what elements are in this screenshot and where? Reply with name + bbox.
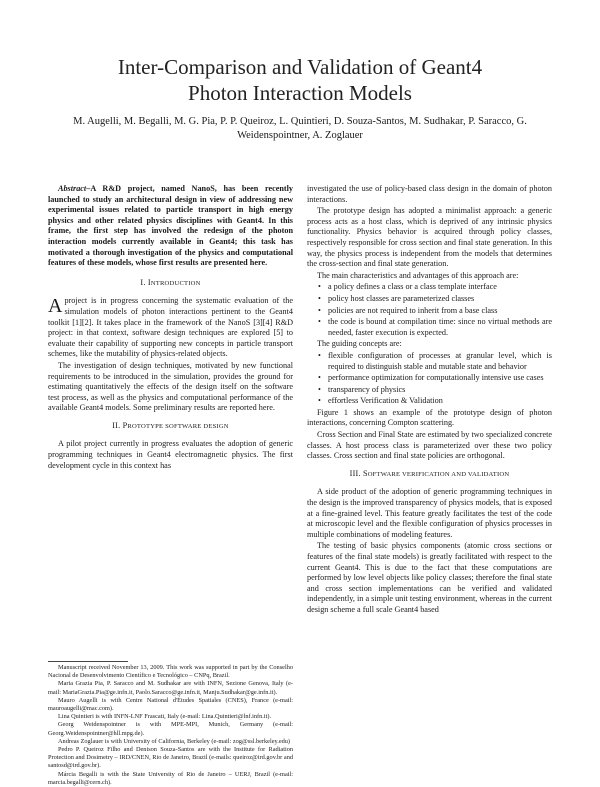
footnote: Maria Grazia Pia, P. Saracco and M. Sudhakar are with INFN, Sezione Genova, Italy (e-mail: MariaGrazia.Pia@ge.infn.it, Paolo.Saracco@ge.infn.it, Manju.Sudhakar@ge.infn.it). [48, 680, 293, 696]
footnote-rule [48, 661, 128, 662]
guiding-concepts-list [315, 351, 552, 407]
list-item: • the code is bound at compilation time: since no virtual methods are needed, faster execution is expected. [315, 317, 552, 338]
footnote: Andreas Zoglauer is with University of California, Berkeley (e-mail: zog@ssl.berkeley.edu) [58, 737, 291, 745]
characteristics-list [315, 282, 552, 338]
prototype-paragraph-4: The guiding concepts are: [317, 339, 402, 349]
prototype-paragraph-2: The prototype design has adopted a minimalist approach: a generic process acts as a host class, which is deprived of any intrinsic physics functionality. Physics behavior is acquired through policy classes, respectively responsible for cross section and final state generation. In this way, the physics process is independent from the models that determines the cross-section and final state generation. [307, 206, 552, 269]
section-title-rest: ROTOTYPE SOFTWARE DESIGN [127, 422, 229, 430]
intro-paragraph-1-text: project is in progress concerning the systematic evaluation of the simulation models of photon interactions pertinent to the Geant4 toolkit [1][2]. It takes place in the framework of the NanoS [3][4] R&D project: in that context, software design techniques are explored [5] to evaluate their capability of supporting new concepts in particle transport schemes, like the mutability of physics-related objects. [48, 296, 293, 359]
prototype-paragraph-1: A pilot project currently in progress evaluates the adoption of generic programming techniques in Geant4 electromagnetic physics. The first development cycle in this context has [48, 439, 293, 470]
footnote: Pedro P. Queiroz Filho and Denison Souza-Santos are with the Institute for Radiation Protection and Dosimetry – IRD/CNEN, Rio de Janeiro, Brazil (e-mails: queiroz@ird.gov.br and santosd@ird.gov.br). [48, 746, 293, 770]
section-title-rest: OFTWARE VERIFICATION AND VALIDATION [367, 470, 510, 478]
intro-paragraph-2: The investigation of design techniques, motivated by new functional requirements to be introduced in the simulation, provides the ground for estimating quantitatively the effects of the design itself on the software test process, as well as the physics and computational performance of the available Geant4 models. Some preliminary results are reported here. [48, 360, 293, 413]
list-item: • policies are not required to inherit from a base class [315, 306, 552, 317]
prototype-paragraph-1-continued: investigated the use of policy-based class design in the domain of photon interactions. [307, 184, 552, 204]
right-column [307, 184, 552, 617]
author-list: M. Augelli, M. Begalli, M. G. Pia, P. P. Queiroz, L. Quintieri, D. Souza-Santos, M. Sudhakar, P. Saracco, G. Weidenspointner, A. Zoglauer [73, 116, 527, 141]
section-initial: P [122, 420, 128, 430]
list-item: • flexible configuration of processes at granular level, which is required to distinguish stable and mutable state and behavior [315, 351, 552, 372]
drop-cap: A [48, 295, 63, 318]
paper-title [40, 54, 560, 106]
section-heading-prototype [48, 421, 293, 433]
footnote: Manuscript received November 13, 2009. This work was supported in part by the Conselho Nacional de Desenvolvimento Científico e Tecnológico – CNPq, Brazil. [48, 664, 293, 680]
footnotes [48, 664, 293, 787]
list-item: • a policy defines a class or a class template interface [315, 282, 552, 293]
footnote: Márcia Begalli is with the State University of Rio de Janeiro – UERJ, Brazil (e-mail: marcia.begalli@cern.ch). [48, 770, 293, 786]
abstract-text: –A R&D project, named NanoS, has been recently launched to study an architectural design in view of addressing new experimental issues related to particle transport in high energy physics and other related physics disciplines with Geant4. In this frame, the first step has involved the redesign of the photon interaction models currently available in Geant4; this task has motivated a thorough investigation of the physics and computational features of these models, whose first results are presented here. [48, 184, 293, 268]
footnote: Lina Quintieri is with INFN-LNF Frascati, Italy (e-mail: Lina.Quintieri@lnf.infn.it). [58, 713, 272, 721]
verification-paragraph-2: The testing of basic physics components (atomic cross sections or features of the final state models) is greatly facilitated with respect to the current Geant4. This is due to the fact that these computations are performed by low level objects like policy classes; therefore the final state and cross section implementations can be verified and validated independently, in a simple unit testing environment, whereas in the current design scheme a full scale Geant4 based [307, 541, 552, 614]
section-numeral: I. [140, 277, 146, 287]
footnote: Mauro Augelli is with Centre National d'Études Spatiales (CNES), France (e-mail: mauroaugelli@mac.com). [48, 696, 293, 713]
abstract-label: Abstract [58, 184, 87, 193]
prototype-paragraph-6: Cross Section and Final State are estimated by two specialized concrete classes. A host process class is parameterized over these two policy classes. Cross section and final state policies are orthogonal. [307, 430, 552, 461]
section-initial: I [147, 277, 151, 287]
list-item: • policy host classes are parameterized classes [315, 294, 552, 305]
left-column [48, 184, 293, 472]
prototype-paragraph-3: The main characteristics and advantages of this approach are: [317, 270, 519, 280]
list-item: • performance optimization for computationally intensive use cases [315, 373, 552, 384]
section-initial: S [362, 468, 368, 478]
prototype-paragraph-5: Figure 1 shows an example of the prototype design of photon interactions, concerning Compton scattering. [307, 407, 552, 428]
list-item: • transparency of physics [315, 385, 552, 396]
section-heading-introduction [48, 278, 293, 290]
title-line-2: Photon Interaction Models [188, 81, 412, 105]
section-numeral: III. [349, 468, 361, 478]
abstract [48, 184, 293, 269]
footnote: Georg Weidenspointner is with MPE-MPI, Munich, Germany (e-mail: Georg.Weidenspointner@hll.mpg.de). [48, 721, 293, 737]
title-line-1: Inter-Comparison and Validation of Geant4 [117, 55, 483, 79]
section-title-rest: NTRODUCTION [150, 279, 201, 287]
section-heading-verification [307, 469, 552, 481]
list-item: • effortless Verification & Validation [315, 396, 552, 407]
verification-paragraph-1: A side product of the adoption of generic programming techniques in the design is the improved transparency of physics models, that is exposed at a fine-grained level. This feature greatly facilitates the test of the code at microscopic level and the flexible configuration of physics processes in multiple combinations of modeling features. [307, 487, 552, 539]
section-numeral: II. [112, 420, 121, 430]
intro-paragraph-1 [48, 296, 293, 360]
